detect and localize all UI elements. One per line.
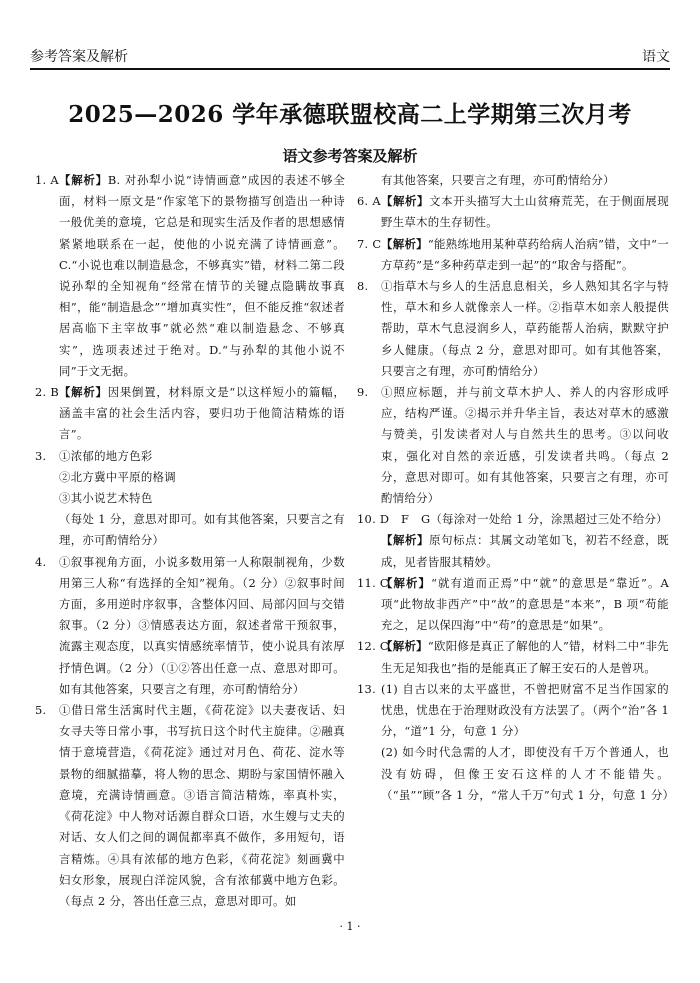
item-number: 7. C xyxy=(357,236,382,251)
analysis-tag: 【解析】 xyxy=(381,575,432,590)
item-text: ①借日常生活寓时代主题，《荷花淀》以夫妻夜话、妇女寻夫等日常小事，书写抗日这个时代主旋律。②融真情于意境营造，《荷花淀》通过对月色、荷花、淀水等景物的细腻描摹，将人物的思念、期盼与家国情怀融入意境，充满诗情画意。③语言简洁精炼，率真朴实，《荷花淀》中人物对话源自群众口语，水生嫂与丈夫的对话、女人们之间的调侃都率真不做作，多用短句，语言精炼。④具有浓郁的地方色彩，《荷花淀》刻画冀中妇女形象，展现白洋淀风貌，含有浓郁冀中地方色彩。（每点 2 分，答出任意三点，意思对即可。如 xyxy=(59,703,345,908)
item-number: 13. xyxy=(357,681,377,696)
answer-item xyxy=(357,679,669,743)
item-line: ①浓郁的地方色彩 xyxy=(59,448,153,463)
item-text: 文本开头描写大土山贫瘠荒芜，在于侧面展现野生草木的生存韧性。 xyxy=(381,194,669,230)
item-text: “能熟练地用某种草药给病人治病”错，文中“一方草药”是“多种药草走到一起”的“取舍与搭配”。 xyxy=(381,236,669,272)
item-number: 8. xyxy=(357,279,369,294)
item-text: 因果倒置，材料原文是“以这样短小的篇幅，涵盖丰富的社会生活内容，要归功于他简洁精炼的语言”。 xyxy=(59,385,346,442)
analysis-tag: 【解析】 xyxy=(381,236,428,251)
item-line: ③其小说艺术特色 xyxy=(59,491,153,506)
item-text: “就有道而正焉”中“就”的意思是“靠近”。A 项“此物故非西产”中“故”的意思是“本来”，B 项“苟能充之，足以保四海”中“苟”的意思是“如果”。 xyxy=(381,575,669,633)
item-text: （每涂对一处给 1 分，涂黑超过三处不给分） xyxy=(430,512,668,527)
header-left: 参考答案及解析 xyxy=(30,49,128,65)
analysis-tag: 【解析】 xyxy=(381,639,428,654)
analysis-tag: 【解析】 xyxy=(59,173,108,187)
answer-item xyxy=(357,234,669,276)
item-text: ①指草木与乡人的生活息息相关，乡人熟知其名字与特性，草木和乡人就像亲人一样。②指草木如亲人般提供帮助，草木气息浸润乡人，草药能帮人治病，默默守护乡人健康。（每点 2 分，意思对即可。如有其他答案，只要言之有理，亦可酌情给分） xyxy=(381,279,669,378)
item-text: ①照应标题，并与前文草木护人、养人的内容形成呼应，结构严谨。②揭示并升华主旨，表达对草木的感激与赞美，引发读者对人与自然共生的思考。③以问收束，强化对自然的亲近感，引发读者共鸣。（每点 2 分，意思对即可。如有其他答案，只要言之有理，亦可酌情给分） xyxy=(381,385,669,506)
item-number: 4. xyxy=(35,554,47,569)
header-rule xyxy=(30,68,670,70)
page-header xyxy=(30,36,670,70)
item-number: 12. C xyxy=(357,639,389,654)
left-column xyxy=(35,170,345,912)
item-text: 有其他答案，只要言之有理，亦可酌情给分） xyxy=(381,173,615,187)
answer-item xyxy=(357,636,669,678)
item-text: B. 对孙犁小说“诗情画意”成因的表述不够全面，材料一原文是“作家笔下的景物描写创造出一种诗一般优美的意境，它总是和现实生活及作者的思想感情紧紧地联系在一起，使他的小说充满了诗情画意”。C.“小说也难以制造悬念，不够真实”错，材料二第二段说孙犁的全知视角“经常在情节的关键点隐瞒故事真相”，能“制造悬念”“增加真实性”，但不能反推“叙述者居高临下主宰故事”就必然“难以制造悬念、不够真实”，选项表述过于绝对。D.“与孙犁的其他小说不同”于文无据。 xyxy=(59,173,346,378)
answer-item xyxy=(357,573,669,637)
answer-item xyxy=(35,382,345,446)
answer-item xyxy=(35,552,345,700)
item-number: 10. D F G xyxy=(357,512,431,527)
page-subtitle: 语文参考答案及解析 xyxy=(282,147,418,165)
item-number: 9. xyxy=(357,385,369,400)
answer-item xyxy=(357,191,669,233)
item-text: 原句标点：其属文动笔如飞，初若不经意，既成，见者皆服其精妙。 xyxy=(381,533,669,569)
item-number: 1. A xyxy=(35,173,59,187)
item-text: (2) 如今时代急需的人才，即使没有千万个普通人，也没有妨碍，但像王安石这样的人才不能错失。（“虽”“顾”各 1 分，“常人千万”句式 1 分，句意 1 分） xyxy=(381,745,675,802)
answer-item xyxy=(35,700,345,912)
answer-item xyxy=(357,276,669,382)
item-number: 3. xyxy=(35,448,47,463)
right-column xyxy=(357,170,675,806)
answer-item xyxy=(357,382,669,509)
item-note: （每处 1 分，意思对即可。如有其他答案，只要言之有理，亦可酌情给分） xyxy=(59,512,345,548)
answer-item xyxy=(35,170,345,382)
answer-item xyxy=(357,509,669,530)
item-text: ①叙事视角方面，小说多数用第一人称限制视角，少数用第三人称“有选择的全知”视角。（2 分）②叙事时间方面，多用逆时序叙事，含整体闪回、局部闪回与交错叙事。（2 分）③情感表达方面，叙述者常干预叙事，流露主观态度，以真实情感统率情节，使小说具有浓厚抒情色调。（2 分）（①②答出任意一点、意思对即可。如有其他答案，只要言之有理，亦可酌情给分） xyxy=(59,554,345,696)
answer-item xyxy=(35,446,345,467)
header-right: 语文 xyxy=(642,49,670,65)
item-number: 6. A xyxy=(357,194,381,209)
page-number: · 1 · xyxy=(339,920,361,933)
item-line: ②北方冀中平原的格调 xyxy=(59,469,176,484)
item-text: “欧阳修是真正了解他的人”错，材料二中“非先生无足知我也”指的是能真正了解王安石的人是曾巩。 xyxy=(381,639,669,675)
analysis-tag: 【解析】 xyxy=(381,194,430,209)
item-number: 2. B xyxy=(35,385,60,400)
item-number: 11. C xyxy=(357,575,389,590)
item-number: 5. xyxy=(35,703,47,718)
item-text: (1) 自古以来的太平盛世，不曾把财富不足当作国家的忧患，忧患在于治理财政没有方法罢了。（两个“治”各 1 分，“道”1 分，句意 1 分） xyxy=(381,681,669,739)
analysis-tag: 【解析】 xyxy=(59,385,108,400)
analysis-tag: 【解析】 xyxy=(381,533,430,548)
page-title: 2025—2026 学年承德联盟校高二上学期第三次月考 xyxy=(68,101,632,128)
analysis-line xyxy=(357,530,669,572)
